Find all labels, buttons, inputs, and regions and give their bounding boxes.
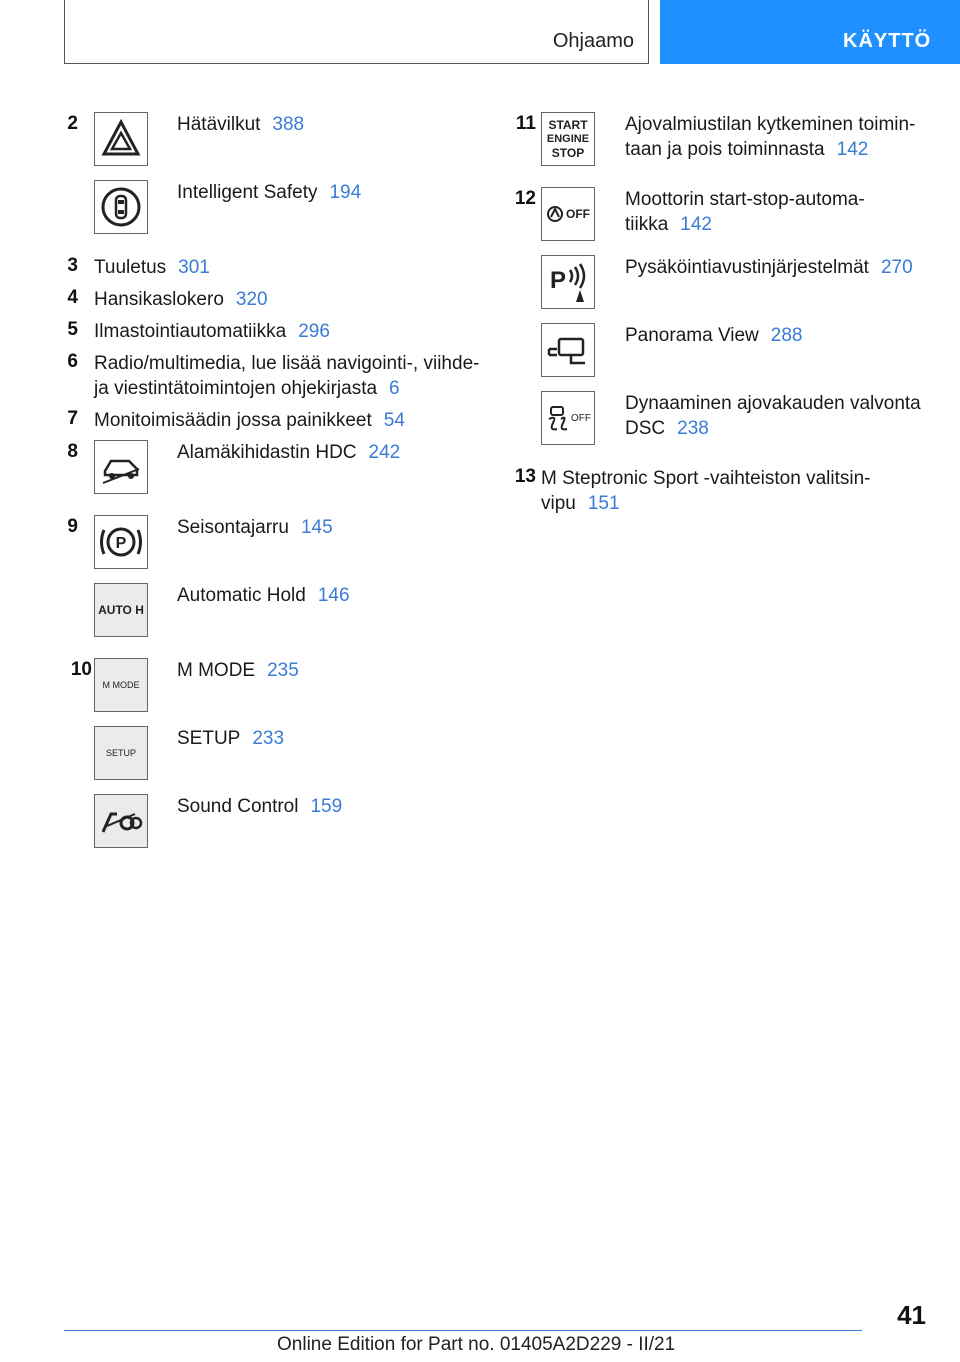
page-link[interactable]: 388 (272, 114, 305, 135)
page-link[interactable]: 142 (680, 214, 712, 235)
item-number-4: 4 (67, 287, 78, 308)
header-chapter-tab (660, 0, 960, 64)
page-link[interactable]: 159 (310, 796, 343, 817)
page-link[interactable]: 235 (267, 660, 299, 681)
list-item-hazard: Hätävilkut 388 (177, 114, 305, 135)
panorama-view-icon (541, 323, 595, 377)
item-number-2: 2 (67, 113, 78, 134)
page-link[interactable]: 233 (252, 728, 285, 749)
list-item-hansikaslokero: Hansikaslokero 320 (94, 289, 268, 310)
list-item-autohold: Automatic Hold 146 (177, 585, 350, 606)
footer-divider (64, 1330, 862, 1331)
list-item-mmode: M MODE 235 (177, 660, 299, 681)
list-item-setup: SETUP 233 (177, 728, 285, 749)
page-link[interactable]: 296 (298, 321, 330, 342)
item-number-9: 9 (67, 516, 78, 537)
page-link[interactable]: 238 (677, 418, 709, 439)
list-item-monitoimi: Monitoimisäädin jossa painikkeet 54 (94, 410, 405, 431)
m-mode-icon: M MODE (94, 658, 148, 712)
page-link[interactable]: 194 (329, 182, 362, 203)
sound-control-icon (94, 794, 148, 848)
item-number-7: 7 (67, 408, 78, 429)
page-link[interactable]: 151 (587, 493, 620, 514)
hill-descent-icon (94, 440, 148, 494)
item-number-11: 11 (515, 113, 536, 134)
list-item-sound: Sound Control 159 (177, 796, 343, 817)
item-number-12: 12 (514, 188, 536, 209)
item-number-10: 10 (70, 659, 92, 680)
start-engine-stop-icon: START ENGINE STOP (541, 112, 595, 166)
list-item-auto-start-stop: Moottorin start-stop-automa- tiikka 142 (625, 189, 865, 235)
auto-start-stop-off-icon: OFF (541, 187, 595, 241)
list-item-seisontajarru: Seisontajarru 145 (177, 517, 333, 538)
pdc-icon-letter: P (550, 267, 567, 294)
item-number-8: 8 (67, 441, 78, 462)
page-link[interactable]: 301 (178, 257, 210, 278)
auto-hold-icon: AUTO H (94, 583, 148, 637)
page-link[interactable]: 142 (836, 139, 869, 160)
item-number-5: 5 (67, 319, 78, 340)
list-item-dsc: Dynaaminen ajovakauden valvonta DSC 238 (625, 393, 921, 439)
list-item-ilmastointi: Ilmastointiautomatiikka 296 (94, 321, 330, 342)
parking-assistant-icon (541, 255, 595, 309)
section-title: Ohjaamo (552, 30, 634, 52)
page-link[interactable]: 320 (235, 289, 268, 310)
item-number-13: 13 (514, 466, 536, 487)
parking-brake-icon (94, 515, 148, 569)
hazard-warning-icon (94, 112, 148, 166)
list-item-radio: Radio/multimedia, lue lisää navigointi-, viihde- ja viestintätoimintojen ohjekirjasta 6 (94, 353, 480, 399)
chapter-title: KÄYTTÖ (843, 30, 932, 52)
edition-note: Online Edition for Part no. 01405A2D229 - II/21 (277, 1334, 676, 1355)
item-number-3: 3 (67, 255, 78, 276)
page-link[interactable]: 54 (383, 410, 405, 431)
list-item-start-stop: Ajovalmiustilan kytkeminen toimin- taan ja pois toiminnasta 142 (625, 114, 916, 160)
page-link[interactable]: 145 (300, 517, 333, 538)
page-link[interactable]: 242 (368, 442, 401, 463)
intelligent-safety-icon (94, 180, 148, 234)
dsc-off-icon: OFF (541, 391, 595, 445)
setup-icon: SETUP (94, 726, 148, 780)
page-link[interactable]: 146 (317, 585, 350, 606)
list-item-panorama: Panorama View 288 (625, 325, 803, 346)
page-number: 41 (897, 1300, 926, 1330)
list-item-intelligent-safety: Intelligent Safety 194 (177, 182, 362, 203)
svg-text:P: P (115, 535, 127, 552)
list-item-tuuletus: Tuuletus 301 (94, 257, 210, 278)
item-number-6: 6 (67, 351, 78, 372)
page-link[interactable]: 270 (880, 257, 913, 278)
list-item-steptronic: M Steptronic Sport -vaihteiston valitsin- vipu 151 (541, 468, 871, 514)
page-link[interactable]: 6 (389, 378, 400, 399)
header-section-tab (64, 0, 649, 64)
list-item-pdc: Pysäköintiavustinjärjestelmät 270 (625, 257, 913, 278)
list-item-hdc: Alamäkihidastin HDC 242 (177, 442, 401, 463)
page-link[interactable]: 288 (770, 325, 803, 346)
